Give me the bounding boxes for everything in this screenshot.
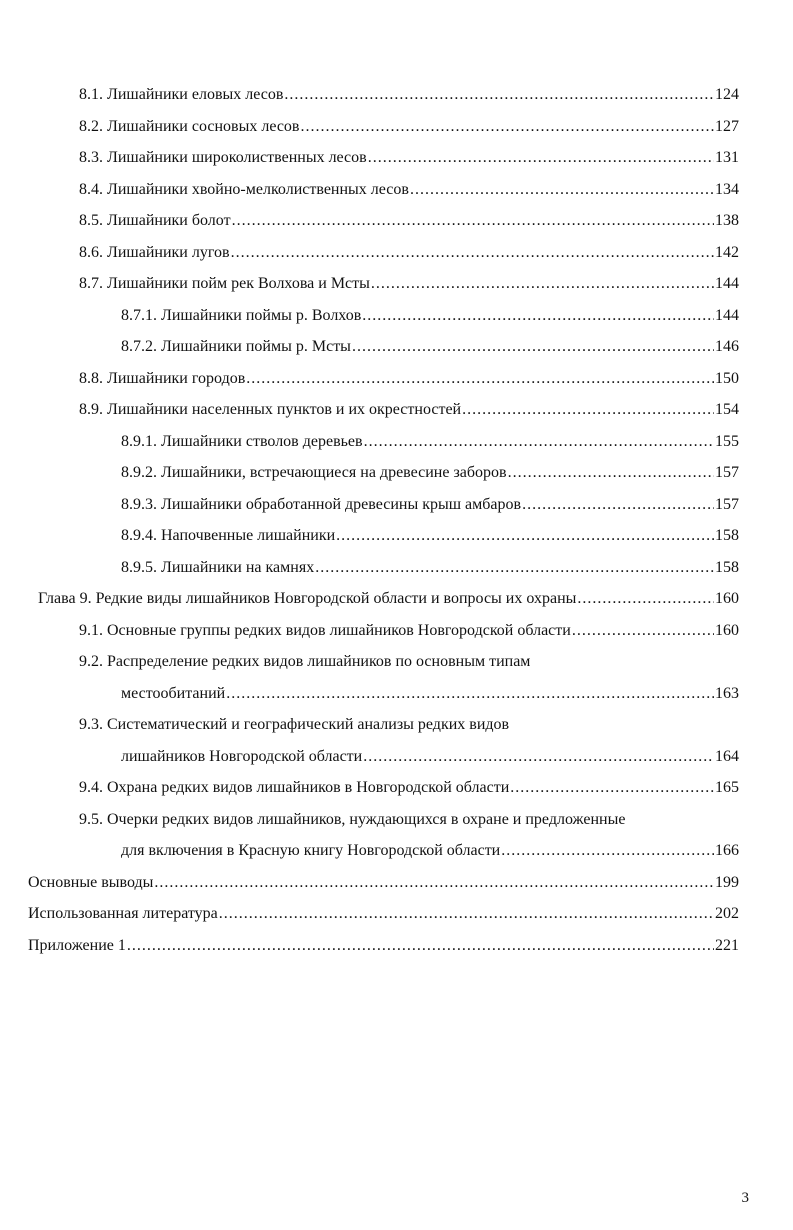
- toc-entry[interactable]: [0, 772, 793, 804]
- toc-entry[interactable]: [0, 237, 793, 269]
- toc-entry-page: 164: [715, 747, 739, 765]
- toc-dot-leader: [127, 930, 714, 962]
- toc-entry-line: [121, 426, 739, 458]
- toc-dot-leader: [362, 300, 714, 332]
- toc-entry-title: 8.7.2. Лишайники поймы р. Мсты: [121, 338, 351, 355]
- toc-dot-leader: [510, 772, 714, 804]
- toc-entry-line: [79, 615, 739, 647]
- toc-entry-line: [121, 835, 739, 867]
- toc-dot-leader: [246, 363, 714, 395]
- toc-entry-line: [38, 583, 739, 615]
- toc-entry[interactable]: [0, 331, 793, 363]
- toc-entry-line: [79, 394, 739, 426]
- toc-entry-title: 9.1. Основные группы редких видов лишайников Новгородской области: [79, 621, 571, 639]
- toc-dot-leader: [364, 426, 714, 458]
- toc-entry-page: 154: [715, 401, 739, 418]
- toc-entry-title-line1: 9.3. Систематический и географический анализы редких видов: [79, 716, 510, 733]
- toc-entry-line: [79, 111, 739, 143]
- toc-dot-leader: [577, 583, 714, 615]
- toc-entry-line: [121, 520, 739, 552]
- toc-entry-title: Глава 9. Редкие виды лишайников Новгородской области и вопросы их охраны: [38, 590, 577, 607]
- toc-entry-page: 199: [715, 873, 739, 891]
- toc-entry[interactable]: [0, 741, 793, 773]
- toc-entry[interactable]: [0, 930, 793, 962]
- toc-dot-leader: [462, 394, 714, 426]
- toc-entry-line: [28, 930, 739, 962]
- toc-entry[interactable]: [0, 552, 793, 584]
- toc-entry-line: [121, 552, 739, 584]
- toc-entry-page: 221: [715, 936, 739, 954]
- toc-dot-leader: [410, 174, 714, 206]
- toc-entry-title: местообитаний: [121, 684, 226, 702]
- toc-entry-page: 144: [715, 306, 739, 324]
- toc-dot-leader: [219, 898, 714, 930]
- toc-entry-page: 134: [715, 180, 739, 198]
- toc-entry-line: [28, 898, 739, 930]
- toc-entry[interactable]: [0, 174, 793, 206]
- toc-entry-title: 8.6. Лишайники лугов: [79, 243, 230, 261]
- toc-entry-line: [121, 300, 739, 332]
- toc-entry[interactable]: [0, 678, 793, 710]
- toc-entry-line1: [0, 804, 793, 836]
- toc-entry-line: [79, 363, 739, 395]
- table-of-contents: [0, 79, 793, 961]
- toc-entry-page: 146: [715, 338, 739, 355]
- toc-entry-title: 8.3. Лишайники широколиственных лесов: [79, 149, 367, 166]
- toc-entry[interactable]: [0, 142, 793, 174]
- toc-entry-title: лишайников Новгородской области: [121, 747, 363, 765]
- toc-entry-title: 8.8. Лишайники городов: [79, 369, 246, 387]
- toc-entry-page: 157: [715, 464, 739, 481]
- toc-entry-line: [121, 489, 739, 521]
- toc-entry-title: Приложение 1: [28, 936, 126, 954]
- toc-entry-title: 8.9.2. Лишайники, встречающиеся на древесине заборов: [121, 464, 507, 481]
- toc-entry-title: 8.7. Лишайники пойм рек Волхова и Мсты: [79, 275, 370, 292]
- toc-entry[interactable]: [0, 111, 793, 143]
- toc-entry-title: 8.1. Лишайники еловых лесов: [79, 86, 284, 103]
- toc-entry-line: [121, 457, 739, 489]
- toc-entry-page: 127: [715, 117, 739, 135]
- toc-entry[interactable]: [0, 898, 793, 930]
- toc-entry-page: 144: [715, 275, 739, 292]
- toc-entry[interactable]: [0, 457, 793, 489]
- toc-dot-leader: [368, 142, 714, 174]
- toc-entry-title: 9.4. Охрана редких видов лишайников в Новгородской области: [79, 779, 510, 796]
- toc-dot-leader: [363, 741, 714, 773]
- toc-entry-line1: [0, 709, 793, 741]
- page-number: 3: [741, 1190, 749, 1206]
- toc-entry[interactable]: [0, 363, 793, 395]
- toc-entry-page: 158: [715, 558, 739, 576]
- toc-dot-leader: [315, 552, 714, 584]
- toc-entry[interactable]: [0, 835, 793, 867]
- toc-entry[interactable]: [0, 205, 793, 237]
- toc-entry-page: 160: [715, 590, 739, 607]
- toc-entry-page: 160: [715, 621, 739, 639]
- toc-entry-title: 8.9.5. Лишайники на камнях: [121, 558, 315, 576]
- toc-dot-leader: [508, 457, 714, 489]
- toc-entry-title: 8.4. Лишайники хвойно-мелколиственных лесов: [79, 180, 409, 198]
- toc-dot-leader: [572, 615, 714, 647]
- toc-entry-line: [121, 331, 739, 363]
- toc-entry-page: 155: [715, 432, 739, 450]
- toc-entry-title: Основные выводы: [28, 873, 154, 891]
- toc-dot-leader: [300, 111, 714, 143]
- toc-entry-title: Использованная литература: [28, 905, 218, 922]
- toc-entry[interactable]: [0, 394, 793, 426]
- toc-entry-page: 166: [715, 842, 739, 859]
- toc-entry-page: 157: [715, 495, 739, 513]
- toc-dot-leader: [232, 205, 714, 237]
- toc-entry-line: [121, 678, 739, 710]
- toc-entry-line: [79, 237, 739, 269]
- toc-entry-title: 8.9.3. Лишайники обработанной древесины крыш амбаров: [121, 495, 522, 513]
- toc-dot-leader: [231, 237, 714, 269]
- toc-entry-page: 131: [715, 149, 739, 166]
- toc-entry-page: 163: [715, 684, 739, 702]
- toc-entry-title: 8.7.1. Лишайники поймы р. Волхов: [121, 306, 362, 324]
- toc-entry-line: [79, 205, 739, 237]
- toc-entry[interactable]: [0, 268, 793, 300]
- toc-entry-page: 158: [715, 527, 739, 544]
- toc-dot-leader: [226, 678, 714, 710]
- toc-entry-page: 138: [715, 212, 739, 229]
- toc-entry-title: 8.2. Лишайники сосновых лесов: [79, 117, 300, 135]
- toc-entry-title: 8.9.1. Лишайники стволов деревьев: [121, 432, 363, 450]
- toc-entry-title: для включения в Красную книгу Новгородской области: [121, 842, 501, 859]
- toc-dot-leader: [336, 520, 714, 552]
- toc-entry-line: [79, 772, 739, 804]
- toc-entry-title-line1: 9.5. Очерки редких видов лишайников, нуждающихся в охране и предложенные: [79, 810, 626, 828]
- toc-entry-line1: [0, 646, 793, 678]
- toc-entry[interactable]: [0, 300, 793, 332]
- toc-entry[interactable]: [0, 867, 793, 899]
- toc-entry-line: [79, 174, 739, 206]
- toc-entry-line: [79, 268, 739, 300]
- toc-entry-line: [28, 867, 739, 899]
- toc-entry[interactable]: [0, 520, 793, 552]
- toc-entry-page: 165: [715, 779, 739, 796]
- toc-entry-title: 8.9. Лишайники населенных пунктов и их окрестностей: [79, 401, 462, 418]
- toc-dot-leader: [522, 489, 714, 521]
- toc-entry-line: [121, 741, 739, 773]
- toc-entry[interactable]: [0, 79, 793, 111]
- toc-dot-leader: [501, 835, 714, 867]
- toc-entry-page: 150: [715, 369, 739, 387]
- toc-entry-line: [79, 79, 739, 111]
- toc-dot-leader: [352, 331, 714, 363]
- toc-entry-title: 8.5. Лишайники болот: [79, 212, 231, 229]
- toc-entry[interactable]: [0, 489, 793, 521]
- toc-entry-line: [79, 142, 739, 174]
- toc-entry[interactable]: [0, 583, 793, 615]
- toc-entry-title-line1: 9.2. Распределение редких видов лишайников по основным типам: [79, 653, 531, 670]
- toc-entry[interactable]: [0, 615, 793, 647]
- toc-entry[interactable]: [0, 426, 793, 458]
- toc-dot-leader: [284, 79, 714, 111]
- toc-entry-page: 142: [715, 243, 739, 261]
- toc-entry-title: 8.9.4. Напочвенные лишайники: [121, 527, 336, 544]
- toc-entry-page: 124: [715, 86, 739, 103]
- toc-dot-leader: [154, 867, 714, 899]
- toc-entry-page: 202: [715, 905, 739, 922]
- toc-dot-leader: [371, 268, 714, 300]
